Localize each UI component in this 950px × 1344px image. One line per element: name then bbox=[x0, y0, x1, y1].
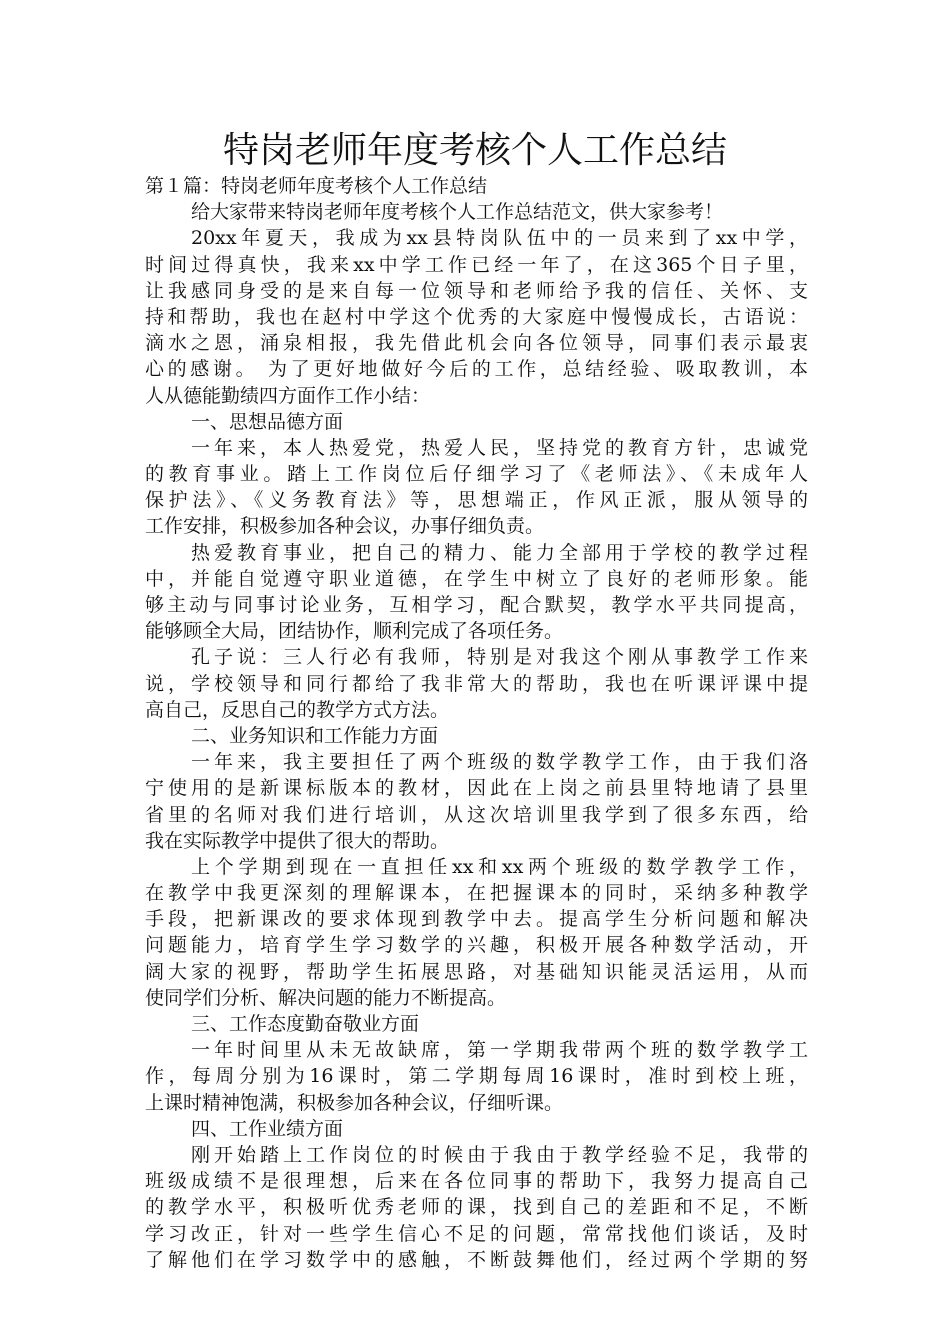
text-line: 省里的名师对我们进行培训，从这次培训里我学到了很多东西，给 bbox=[145, 803, 808, 826]
text-line: 第１篇：特岗老师年度考核个人工作总结 bbox=[145, 175, 488, 197]
text-line: 一年来，我主要担任了两个班级的数学教学工作，由于我们洛 bbox=[191, 751, 808, 774]
text-line: 四、工作业绩方面 bbox=[191, 1117, 344, 1140]
text-line: 一年来，本人热爱党，热爱人民，坚持党的教育方针，忠诚党 bbox=[191, 436, 808, 459]
text-line: 上个学期到现在一直担任xx和xx两个班级的数学教学工作， bbox=[191, 855, 808, 878]
text-line: 时间过得真快，我来xx中学工作已经一年了，在这365个日子里， bbox=[145, 253, 808, 276]
text-line: 工作安排，积极参加各种会议，办事仔细负责。 bbox=[145, 515, 545, 538]
text-line: 我在实际教学中提供了很大的帮助。 bbox=[145, 829, 450, 852]
text-line: 二、业务知识和工作能力方面 bbox=[191, 724, 439, 747]
text-line: 一、思想品德方面 bbox=[191, 410, 344, 433]
text-line: 高自己，反思自己的教学方式方法。 bbox=[145, 698, 450, 721]
text-line: 热爱教育事业，把自己的精力、能力全部用于学校的教学过程 bbox=[191, 541, 808, 564]
text-line: 阔大家的视野，帮助学生拓展思路，对基础知识能灵活运用，从而 bbox=[145, 960, 808, 983]
text-line: 能够顾全大局，团结协作，顺利完成了各项任务。 bbox=[145, 620, 564, 643]
text-line: 保护法》、《义务教育法》等，思想端正，作风正派，服从领导的 bbox=[145, 489, 808, 512]
text-line: 给大家带来特岗老师年度考核个人工作总结范文，供大家参考！ bbox=[191, 201, 724, 224]
text-line: 作，每周分别为16课时，第二学期每周16课时，准时到校上班， bbox=[145, 1065, 808, 1088]
text-line: 宁使用的是新课标版本的教材，因此在上岗之前县里特地请了县里 bbox=[145, 777, 808, 800]
text-line: 持和帮助，我也在赵村中学这个优秀的大家庭中慢慢成长，古语说： bbox=[145, 305, 808, 328]
text-line: 说，学校领导和同行都给了我非常大的帮助，我也在听课评课中提 bbox=[145, 672, 808, 695]
text-line: 20xx年夏天，我成为xx县特岗队伍中的一员来到了xx中学， bbox=[191, 227, 808, 250]
text-line: 滴水之恩，涌泉相报，我先借此机会向各位领导，同事们表示最衷 bbox=[145, 332, 808, 355]
text-line: 三、工作态度勤奋敬业方面 bbox=[191, 1013, 420, 1035]
text-line: 使同学们分析、解决问题的能力不断提高。 bbox=[145, 986, 507, 1009]
text-line: 班级成绩不是很理想，后来在各位同事的帮助下，我努力提高自己 bbox=[145, 1170, 808, 1193]
text-line: 一年时间里从未无故缺席，第一学期我带两个班的数学教学工 bbox=[191, 1039, 808, 1062]
text-line: 问题能力，培育学生学习数学的兴趣，积极开展各种数学活动，开 bbox=[145, 934, 808, 957]
text-line: 人从德能勤绩四方面作工作小结： bbox=[145, 384, 431, 407]
text-line: 中，并能自觉遵守职业道德，在学生中树立了良好的老师形象。能 bbox=[145, 567, 808, 590]
text-line: 上课时精神饱满，积极参加各种会议，仔细听课。 bbox=[145, 1091, 564, 1114]
document-title: 特岗老师年度考核个人工作总结 bbox=[222, 130, 727, 171]
text-line: 让我感同身受的是来自每一位领导和老师给予我的信任、关怀、支 bbox=[145, 279, 808, 302]
text-line: 了解他们在学习数学中的感触，不断鼓舞他们，经过两个学期的努 bbox=[145, 1248, 808, 1271]
document-body bbox=[145, 173, 808, 1273]
text-line: 在教学中我更深刻的理解课本，在把握课本的同时，采纳多种教学 bbox=[145, 882, 808, 905]
text-line: 的教学水平，积极听优秀老师的课，找到自己的差距和不足，不断 bbox=[145, 1196, 808, 1219]
text-line: 孔子说：三人行必有我师，特别是对我这个刚从事教学工作来 bbox=[191, 646, 808, 669]
text-line: 手段，把新课改的要求体现到教学中去。提高学生分析问题和解决 bbox=[145, 908, 808, 931]
text-line: 心的感谢。 为了更好地做好今后的工作，总结经验、吸取教训，本 bbox=[145, 358, 808, 381]
text-line: 够主动与同事讨论业务，互相学习，配合默契，教学水平共同提高， bbox=[145, 594, 808, 616]
text-line: 学习改正，针对一些学生信心不足的问题，常常找他们谈话，及时 bbox=[145, 1222, 808, 1245]
text-line: 的教育事业。踏上工作岗位后仔细学习了《老师法》、《未成年人 bbox=[145, 463, 808, 486]
text-line: 刚开始踏上工作岗位的时候由于我由于教学经验不足，我带的 bbox=[191, 1143, 808, 1166]
